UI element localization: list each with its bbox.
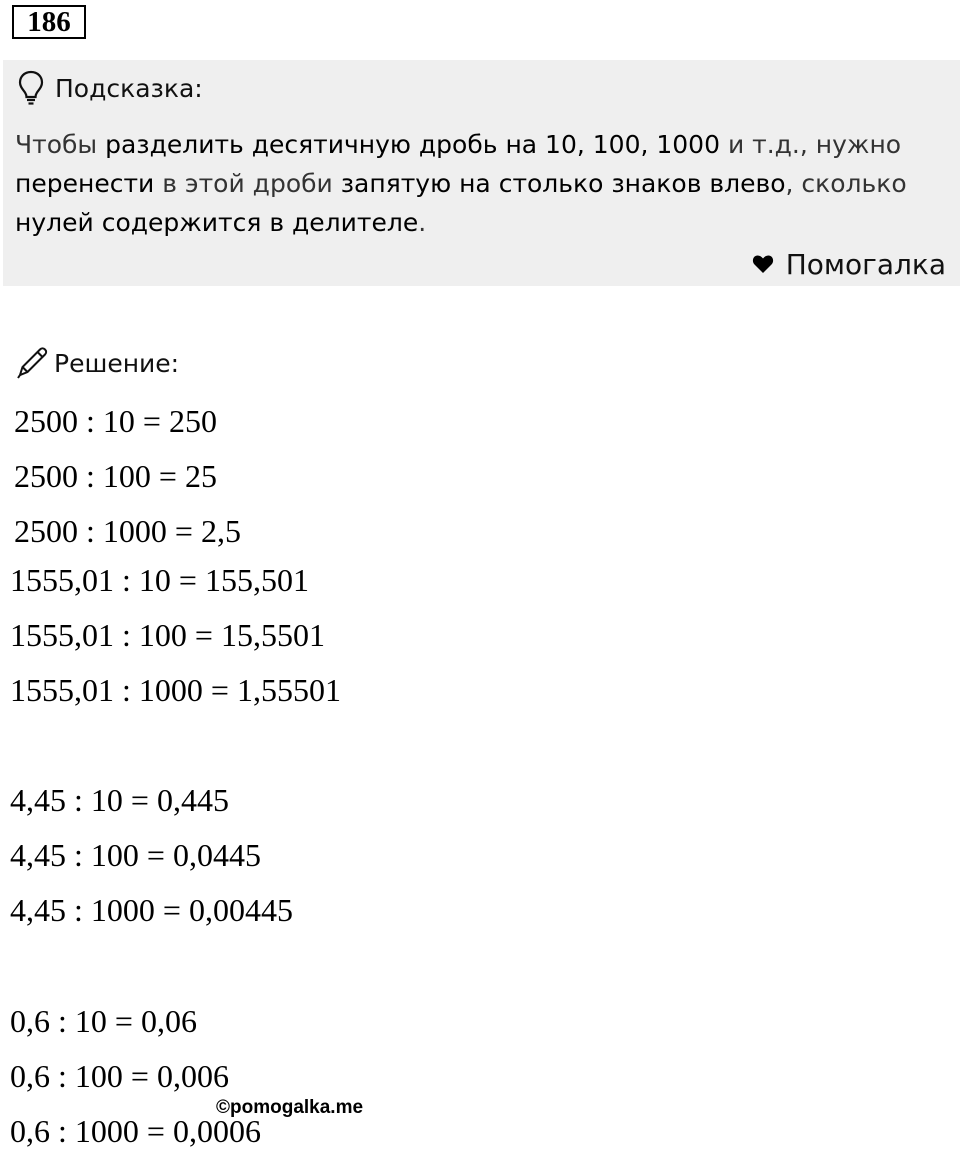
- watermark: ©pomogalka.me: [216, 1097, 364, 1118]
- solution-title: Решение:: [54, 348, 180, 378]
- lightbulb-icon: [17, 70, 45, 106]
- hint-title: Подсказка:: [55, 73, 203, 103]
- brand-signature: [752, 246, 946, 282]
- task-number-badge: 186: [12, 5, 86, 39]
- hint-text-emphasis: запятую на столько знаков влево: [340, 169, 786, 198]
- solution-line: 4,45 : 1000 = 0,00445: [10, 892, 293, 928]
- hint-text-segment: , сколько: [785, 169, 907, 198]
- solution-line: 0,6 : 10 = 0,06: [10, 1003, 197, 1039]
- heart-icon: [752, 254, 774, 274]
- solution-line: 1555,01 : 100 = 15,5501: [10, 617, 325, 653]
- solution-line: 0,6 : 1000 = 0,0006: [10, 1113, 261, 1149]
- hint-box: [3, 60, 960, 286]
- hint-text: [15, 125, 945, 242]
- solution-line: 4,45 : 10 = 0,445: [10, 782, 229, 818]
- pencil-icon: [14, 345, 50, 381]
- hint-text-segment: .: [418, 208, 427, 237]
- hint-text-emphasis: перенести: [15, 169, 155, 198]
- hint-text-segment: Чтобы: [15, 130, 106, 159]
- solution-line: 0,6 : 100 = 0,006: [10, 1058, 229, 1094]
- solution-line: 2500 : 1000 = 2,5: [14, 513, 241, 549]
- brand-name: Помогалка: [785, 247, 946, 281]
- hint-text-segment: и т.д., нужно: [720, 130, 902, 159]
- solution-line: 1555,01 : 1000 = 1,55501: [10, 672, 341, 708]
- solution-line: 4,45 : 100 = 0,0445: [10, 837, 261, 873]
- hint-text-segment: в этой дроби: [154, 169, 341, 198]
- hint-header: [17, 70, 203, 106]
- solution-line: 2500 : 10 = 250: [14, 403, 217, 439]
- hint-text-emphasis: разделить десятичную дробь на 10, 100, 1000: [105, 130, 720, 159]
- hint-text-emphasis: нулей содержится в делителе: [15, 208, 419, 237]
- solution-line: 2500 : 100 = 25: [14, 458, 217, 494]
- solution-header: [14, 343, 179, 383]
- solution-line: 1555,01 : 10 = 155,501: [10, 562, 309, 598]
